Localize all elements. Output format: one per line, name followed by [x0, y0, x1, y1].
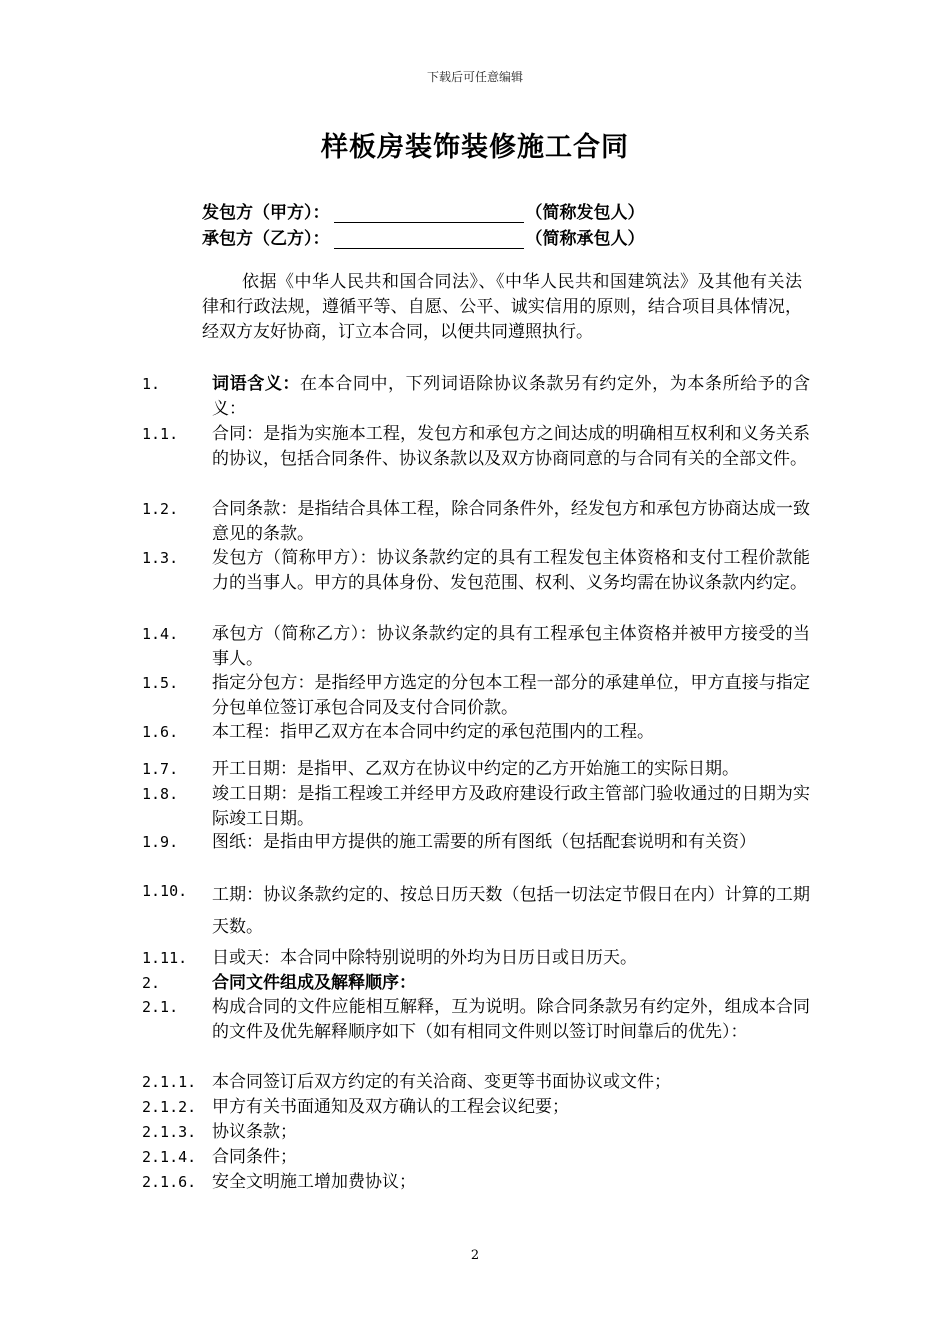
clause-body: 承包方（简称乙方）：协议条款约定的具有工程承包主体资格并被甲方接受的当事人。 — [212, 624, 810, 669]
clause-1-11 — [142, 946, 812, 971]
clause-heading: 合同文件组成及解释顺序： — [212, 973, 416, 993]
clause-1 — [142, 372, 812, 422]
clause-1-5 — [142, 671, 812, 721]
clause-1-10 — [142, 879, 812, 943]
clause-2-1-6 — [142, 1170, 812, 1195]
party-b-blank — [334, 230, 524, 249]
clause-1-1 — [142, 422, 812, 472]
clause-body: 工期：协议条款约定的、按总日历天数（包括一切法定节假日在内）计算的工期天数。 — [212, 885, 810, 937]
clause-number: 1.10. — [142, 882, 188, 900]
clause-body: 协议条款； — [212, 1122, 297, 1142]
clause-1-3 — [142, 546, 812, 596]
clause-body: 合同：是指为实施本工程，发包方和承包方之间达成的明确相互权利和义务关系的协议，包括合同条件、协议条款以及双方协商同意的与合同有关的全部文件。 — [212, 424, 810, 469]
clause-number: 2.1.2. — [142, 1098, 197, 1116]
clause-body: 指定分包方：是指经甲方选定的分包本工程一部分的承建单位，甲方直接与指定分包单位签订承包合同及支付合同价款。 — [212, 673, 810, 718]
clause-number: 2.1.1. — [142, 1073, 197, 1091]
clause-body: 开工日期：是指甲、乙双方在协议中约定的乙方开始施工的实际日期。 — [212, 759, 739, 779]
clause-body: 本合同签订后双方约定的有关洽商、变更等书面协议或文件； — [212, 1072, 671, 1092]
clause-heading: 词语含义： — [212, 374, 301, 394]
clause-number: 1.9. — [142, 833, 179, 851]
clause-1-8 — [142, 782, 812, 832]
clause-number: 2. — [142, 974, 161, 992]
clause-body: 安全文明施工增加费协议； — [212, 1172, 416, 1192]
clause-2-1-3 — [142, 1120, 812, 1145]
clause-body: 日或天：本合同中除特别说明的外均为日历日或日历天。 — [212, 948, 637, 968]
clause-body: 合同条款：是指结合具体工程，除合同条件外，经发包方和承包方协商达成一致意见的条款。 — [212, 499, 810, 544]
clause-2-1-2 — [142, 1095, 812, 1120]
clause-2-1 — [142, 995, 812, 1045]
party-b-label: 承包方（乙方）： — [202, 229, 330, 249]
clause-1-4 — [142, 622, 812, 672]
clause-1-2 — [142, 497, 812, 547]
clause-body: 甲方有关书面通知及双方确认的工程会议纪要； — [212, 1097, 569, 1117]
clause-number: 2.1. — [142, 998, 179, 1016]
party-a-blank — [334, 204, 524, 223]
intro-paragraph: 依据《中华人民共和国合同法》、《中华人民共和国建筑法》及其他有关法律和行政法规，遵循平等、自愿、公平、诚实信用的原则，结合项目具体情况，经双方友好协商，订立本合同，以便共同遵照执行。 — [202, 272, 802, 342]
clause-number: 1.6. — [142, 723, 179, 741]
clause-body: 图纸：是指由甲方提供的施工需要的所有图纸（包括配套说明和有关资） — [212, 832, 756, 852]
party-a-label: 发包方（甲方）： — [202, 203, 330, 223]
clause-number: 1.8. — [142, 785, 179, 803]
clause-number: 2.1.4. — [142, 1148, 197, 1166]
clause-number: 1. — [142, 375, 161, 393]
clause-number: 2.1.3. — [142, 1123, 197, 1141]
clause-body: 在本合同中，下列词语除协议条款另有约定外，为本条所给予的含义： — [212, 374, 810, 419]
party-a-line — [202, 198, 645, 223]
clause-2-1-4 — [142, 1145, 812, 1170]
clause-number: 1.5. — [142, 674, 179, 692]
clause-number: 1.2. — [142, 500, 179, 518]
party-a-suffix: （简称发包人） — [525, 203, 645, 223]
document-title: 样板房装饰装修施工合同 — [321, 132, 629, 163]
clause-body: 构成合同的文件应能相互解释，互为说明。除合同条款另有约定外，组成本合同的文件及优先解释顺序如下（如有相同文件则以签订时间靠后的优先）： — [212, 997, 810, 1042]
clause-1-9 — [142, 830, 812, 855]
party-b-suffix: （简称承包人） — [525, 229, 645, 249]
clause-2 — [142, 971, 812, 996]
clause-number: 1.4. — [142, 625, 179, 643]
page-number: 2 — [470, 1248, 480, 1263]
clause-1-6 — [142, 720, 812, 745]
clause-body: 合同条件； — [212, 1147, 297, 1167]
clause-number: 1.3. — [142, 549, 179, 567]
clause-number: 1.1. — [142, 425, 179, 443]
party-b-line — [202, 224, 645, 249]
clause-number: 1.7. — [142, 760, 179, 778]
clause-2-1-1 — [142, 1070, 812, 1095]
clause-body: 竣工日期：是指工程竣工并经甲方及政府建设行政主管部门验收通过的日期为实际竣工日期。 — [212, 784, 810, 829]
clause-number: 2.1.6. — [142, 1173, 197, 1191]
clause-number: 1.11. — [142, 949, 188, 967]
clause-body: 本工程：指甲乙双方在本合同中约定的承包范围内的工程。 — [212, 722, 654, 742]
clause-1-7 — [142, 757, 812, 782]
header-note: 下载后可任意编辑 — [426, 70, 523, 84]
clause-body: 发包方（简称甲方）：协议条款约定的具有工程发包主体资格和支付工程价款能力的当事人。甲方的具体身份、发包范围、权利、义务均需在协议条款内约定。 — [212, 548, 810, 593]
